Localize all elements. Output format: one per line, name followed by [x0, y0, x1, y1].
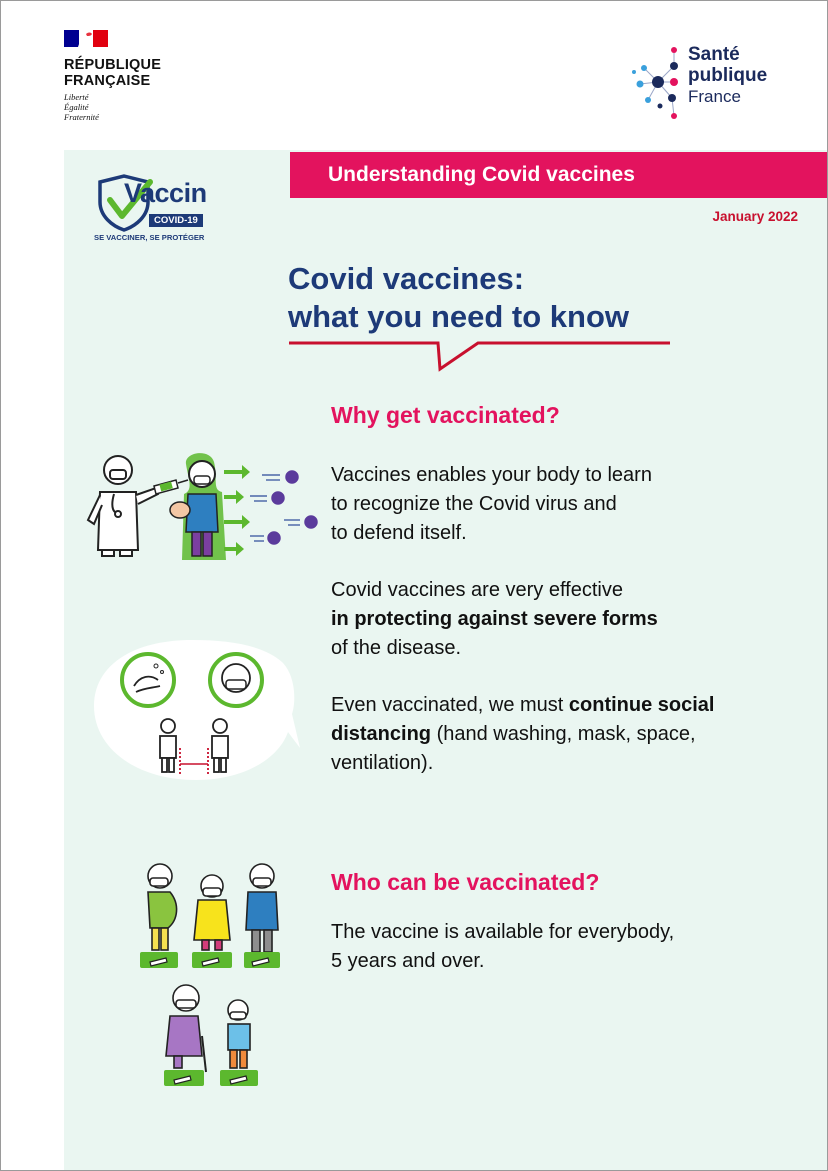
who-paragraph [331, 918, 771, 976]
who-heading: Who can be vaccinated? [331, 869, 600, 895]
doctor-icon [88, 456, 158, 556]
why-p2-bold: in protecting against severe forms [331, 608, 658, 630]
protection-arrows-icon [224, 465, 250, 556]
child-blue-icon [220, 1000, 258, 1086]
child-yellow-icon [192, 875, 232, 968]
marianne-flag-icon [64, 30, 108, 47]
pregnant-woman-icon [140, 864, 178, 968]
why-paragraph-3 [331, 691, 791, 778]
virus-icons [250, 471, 317, 544]
why-p1-line1: Vaccines enables your body to learn [331, 464, 652, 486]
hand-washing-icon [122, 654, 174, 706]
why-p3-bold2: distancing [331, 723, 432, 745]
social-distancing-bubble [92, 636, 300, 786]
syringe-icon [154, 480, 188, 494]
motto-egalite: Égalité [64, 102, 89, 112]
main-title-line2: what you need to know [288, 299, 630, 334]
why-p2-line3: of the disease. [331, 637, 462, 659]
banner-title: Understanding Covid vaccines [290, 152, 828, 198]
man-blue-icon [244, 864, 280, 968]
sante-publique-france-logo [630, 42, 790, 127]
why-p1-line3: to defend itself. [331, 522, 467, 544]
why-p3-start: Even vaccinated, we must [331, 694, 569, 716]
who-line2: 5 years and over. [331, 950, 485, 972]
why-p3-rest: (hand washing, mask, space, [431, 723, 696, 745]
why-p3-bold1: continue social [568, 694, 715, 716]
why-p2-line1: Covid vaccines are very effective [331, 579, 623, 601]
vaccin-tagline: SE VACCINER, SE PROTÉGER [94, 233, 205, 242]
patient-icon [170, 453, 226, 560]
motto-liberte: Liberté [64, 92, 89, 102]
vaccin-word: Vaccin [124, 178, 207, 208]
why-paragraph-1 [331, 461, 771, 548]
vaccination-illustration [84, 450, 334, 570]
spf-network-icon [630, 42, 686, 127]
why-p1-line2: to recognize the Covid virus and [331, 493, 617, 515]
spf-line2: publique [688, 65, 768, 86]
spf-line3: France [688, 87, 741, 106]
elderly-person-icon [164, 985, 206, 1086]
spf-line1: Santé [688, 44, 740, 65]
syringe-pad-icons [150, 958, 269, 1084]
republic-line1: RÉPUBLIQUE [64, 57, 162, 73]
why-heading: Why get vaccinated? [331, 402, 560, 428]
publication-date: January 2022 [712, 209, 798, 224]
main-title [288, 260, 629, 336]
vaccin-covid-logo [94, 170, 214, 250]
republique-francaise-logo [64, 30, 204, 122]
why-paragraph-2 [331, 576, 771, 663]
motto-fraternite: Fraternité [64, 112, 99, 122]
covid19-badge: COVID-19 [149, 214, 203, 227]
mask-icon [210, 654, 262, 706]
why-p3-end: ventilation). [331, 752, 434, 774]
speech-underline-icon [288, 337, 673, 375]
who-line1: The vaccine is available for everybody, [331, 921, 675, 943]
republic-line2: FRANÇAISE [64, 73, 151, 89]
main-title-line1: Covid vaccines: [288, 261, 525, 296]
people-group-illustration [136, 858, 286, 1090]
